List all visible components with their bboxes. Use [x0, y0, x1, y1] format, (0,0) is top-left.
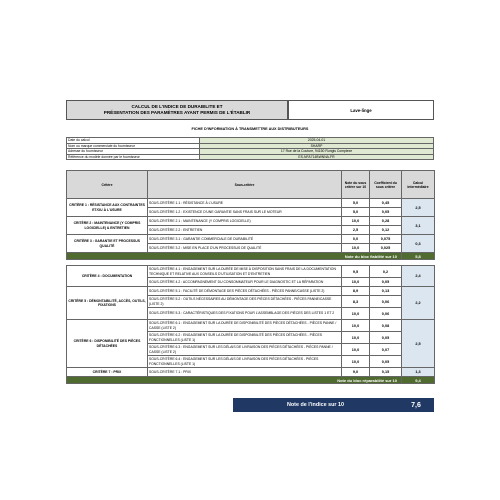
bloc-total-value: 9,4	[402, 377, 435, 384]
subcriterion-label: SOUS-CRITÈRE 6.4 : ENGAGEMENT SUR LES DÉLAIS DE LIVRAISON DES PIÈCES DÉTACHÉES - PIÈCES FONCTIONNELLES (LISTE 1)	[148, 356, 342, 368]
header-note: Note du sous critère sur 10	[342, 171, 370, 199]
subcriterion-note: 9,5	[342, 266, 370, 278]
intermediate-calc: 2,5	[402, 320, 435, 368]
subcriterion-coefficient: 0,07	[370, 344, 402, 356]
subcriterion-coefficient: 0,06	[370, 296, 402, 308]
subcriterion-coefficient: 0,45	[370, 199, 402, 208]
table-row	[67, 368, 435, 377]
info-value: 2025-04-01	[200, 138, 434, 144]
bloc-total-row	[67, 253, 435, 260]
subcriterion-coefficient: 0,08	[370, 320, 402, 332]
info-value: SHARP	[200, 143, 434, 149]
subcriterion-label: SOUS-CRITÈRE 2.2 : ENTRETIEN	[148, 226, 342, 235]
document-title-line2: PRÉSENTATION DES PARAMÈTRES AYANT PERMIS DE L'ÉTABLIR	[103, 110, 251, 115]
intermediate-calc: 1,3	[402, 368, 435, 377]
subcriterion-coefficient: 0,15	[370, 368, 402, 377]
info-value: ES-NFA714BWNNA-FR	[200, 154, 434, 160]
criterion-name: CRITÈRE 6 : DISPONIBILITÉ DES PIÈCES DÉTACHÉES	[67, 320, 148, 368]
intermediate-calc: 2,5	[402, 199, 435, 217]
intermediate-calc: 2,2	[402, 287, 435, 320]
final-index-value: 7,6	[411, 401, 421, 409]
final-index-label: Note de l'indice sur 10	[286, 402, 344, 408]
criteria-table	[66, 170, 435, 384]
subcriterion-coefficient: 0,05	[370, 208, 402, 217]
subcriterion-coefficient: 0,075	[370, 235, 402, 244]
subcriterion-coefficient: 0,05	[370, 278, 402, 287]
subcriterion-label: SOUS-CRITÈRE 3.2 : MISE EN PLACE D'UN PROCESSUS DE QUALITÉ	[148, 244, 342, 253]
table-row	[67, 217, 435, 226]
subcriterion-note: 8,9	[342, 287, 370, 296]
info-label: Nom ou marque commerciale du fournisseur	[67, 143, 200, 149]
criterion-name: CRITÈRE 4 : DOCUMENTATION	[67, 266, 148, 287]
table-row	[67, 266, 435, 278]
table-header-row	[67, 171, 435, 199]
subcriterion-note: 10,0	[342, 356, 370, 368]
info-value: 17 Rue de la Couture, 94150 Rungis Complexe	[200, 149, 434, 155]
bloc-total-label: Note du bloc fiabilité sur 10	[67, 253, 402, 260]
subcriterion-note: 10,0	[342, 278, 370, 287]
subcriterion-label: SOUS-CRITÈRE 6.3 : ENGAGEMENT SUR LES DÉLAIS DE LIVRAISON DES PIÈCES DÉTACHÉES - PIÈCES PANNE / CASSE (LISTE 2)	[148, 344, 342, 356]
table-row	[67, 287, 435, 296]
table-row	[67, 235, 435, 244]
document-title-line1: CALCUL DE L'INDICE DE DURABILITE ET	[131, 104, 223, 109]
subcriterion-label: SOUS-CRITÈRE 1.2 : EXISTENCE D'UNE GARANTIE SANS FRAIS SUR LE MOTEUR	[148, 208, 342, 217]
subcriterion-coefficient: 0,12	[370, 226, 402, 235]
subcriterion-note: 10,0	[342, 320, 370, 332]
subcriterion-note: 10,0	[342, 344, 370, 356]
criterion-name: CRITÈRE 2 : MAINTENANCE (Y COMPRIS LOGICIELLE) & ENTRETIEN	[67, 217, 148, 235]
subcriterion-label: SOUS-CRITÈRE 5.1 : FACILITÉ DE DÉMONTAGE DES PIÈCES DÉTACHÉES - PIÈCES PANNE/CASSE (LISTE 2)	[148, 287, 342, 296]
criterion-name: CRITÈRE 3 : GARANTIE ET PROCESSUS QUALITÉ	[67, 235, 148, 253]
subcriterion-coefficient: 0,025	[370, 244, 402, 253]
subcriterion-coefficient: 0,2	[370, 266, 402, 278]
criterion-name: CRITÈRE 5 : DÉMONTABILITÉ, ACCÈS, OUTILS, FIXATIONS	[67, 287, 148, 320]
table-row	[67, 199, 435, 208]
criterion-name: CRITÈRE 7 : PRIX	[67, 368, 148, 377]
subcriterion-coefficient: 0,13	[370, 287, 402, 296]
subcriterion-label: SOUS-CRITÈRE 5.2 : OUTILS NÉCESSAIRES AU DÉMONTAGE DES PIÈCES DÉTACHÉES - PIÈCES PANNE/CASSE (LISTE 2)	[148, 296, 342, 308]
product-type: Lave-linge	[288, 100, 434, 120]
subcriterion-label: SOUS-CRITÈRE 6.1 : ENGAGEMENT SUR LA DURÉE DE DISPONIBILITÉ DES PIÈCES DÉTACHÉES - PIÈCES PANNE / CASSE (LISTE 2)	[148, 320, 342, 332]
info-label: Référence du modèle donnée par le fournisseur	[67, 154, 200, 160]
subcriterion-note: 5,0	[342, 208, 370, 217]
bloc-total-value: 5,8	[402, 253, 435, 260]
subcriterion-label: SOUS-CRITÈRE 3.1 : GARANTIE COMMERCIALE DE DURABILITÉ	[148, 235, 342, 244]
subcriterion-label: SOUS-CRITÈRE 2.1 : MAINTENANCE (Y COMPRIS LOGICIELLE)	[148, 217, 342, 226]
info-row	[67, 154, 434, 160]
subcriterion-label: SOUS-CRITÈRE 4.2 : ACCOMPAGNEMENT DU CONSOMMATEUR POUR LE DIAGNOSTIC ET LA RÉPARATION	[148, 278, 342, 287]
header-sous-critere: Sous-critère	[148, 171, 342, 199]
subcriterion-note: 2,5	[342, 226, 370, 235]
info-label: Adresse du fournisseur	[67, 149, 200, 155]
header-critere: Critère	[67, 171, 148, 199]
bloc-total-label: Note du bloc réparabilité sur 10	[67, 377, 402, 384]
header-calcul-intermediaire: Calcul intermédiaire	[402, 171, 435, 199]
supplier-info-table	[66, 137, 434, 160]
subcriterion-note: 0,0	[342, 235, 370, 244]
subcriterion-note: 9,0	[342, 368, 370, 377]
fiche-title: FICHE D'INFORMATION À TRANSMETTRE AUX DISTRIBUTEURS	[191, 127, 309, 131]
subcriterion-note: 10,0	[342, 244, 370, 253]
final-index-score	[233, 398, 434, 412]
subcriterion-coefficient: 0,05	[370, 332, 402, 344]
subcriterion-label: SOUS-CRITÈRE 5.3 : CARACTÉRISTIQUES DES FIXATIONS POUR L'ASSEMBLAGE DES PIÈCES DES LISTES 1 ET 2	[148, 308, 342, 320]
bloc-total-row	[67, 377, 435, 384]
subcriterion-note: 5,0	[342, 199, 370, 208]
subcriterion-label: SOUS-CRITÈRE 1.1 : RÉSISTANCE À L'USURE	[148, 199, 342, 208]
subcriterion-note: 10,0	[342, 332, 370, 344]
subcriterion-label: SOUS-CRITÈRE 7.1 : PRIX	[148, 368, 342, 377]
subcriterion-note: 10,0	[342, 308, 370, 320]
info-label: Date du calcul	[67, 138, 200, 144]
subcriterion-coefficient: 0,05	[370, 356, 402, 368]
intermediate-calc: 3,1	[402, 217, 435, 235]
intermediate-calc: 2,4	[402, 266, 435, 287]
intermediate-calc: 0,3	[402, 235, 435, 253]
header-coefficient: Coefficient du sous critère	[370, 171, 402, 199]
subcriterion-note: 8,3	[342, 296, 370, 308]
document-title	[66, 100, 288, 120]
subcriterion-coefficient: 0,28	[370, 217, 402, 226]
subcriterion-label: SOUS-CRITÈRE 4.1 : ENGAGEMENT SUR LA DURÉE DE MISE À DISPOSITION SANS FRAIS DE LA DOCUMENTATION TECHNIQUE ET RELATIVE AUX CONSEILS D'UTILISATION ET D'ENTRETIEN	[148, 266, 342, 278]
subcriterion-note: 10,0	[342, 217, 370, 226]
criterion-name: CRITÈRE 1 : RÉSISTANCE AUX CONTRAINTES ET/OU À L'USURE	[67, 199, 148, 217]
subcriterion-label: SOUS-CRITÈRE 6.2 : ENGAGEMENT SUR LA DURÉE DE DISPONIBILITÉ DES PIÈCES DÉTACHÉES - PIÈCES FONCTIONNELLES (LISTE 1)	[148, 332, 342, 344]
subcriterion-coefficient: 0,06	[370, 308, 402, 320]
table-row	[67, 320, 435, 332]
